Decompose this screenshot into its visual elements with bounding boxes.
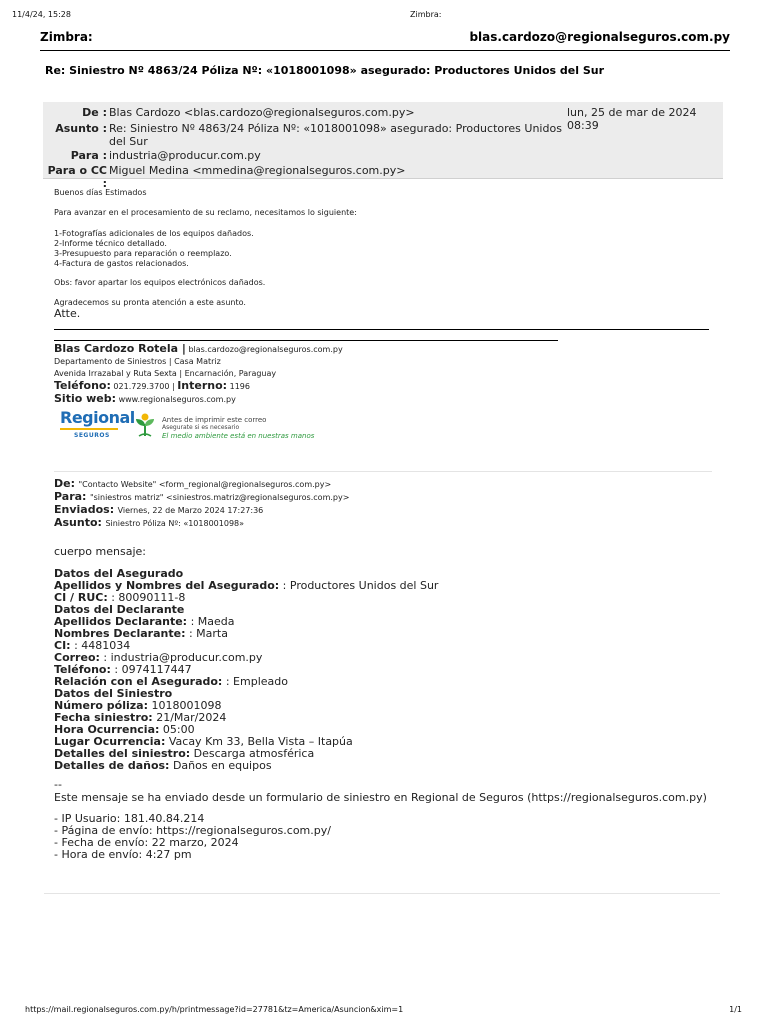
subject-label: Asunto : bbox=[55, 122, 107, 135]
print-datetime: 11/4/24, 15:28 bbox=[12, 10, 71, 19]
f5-label: CI: bbox=[54, 639, 71, 652]
f1-value: : Productores Unidos del Sur bbox=[282, 579, 439, 592]
intro-text: Para avanzar en el procesamiento de su reclamo, necesitamos lo siguiente: bbox=[54, 208, 357, 217]
f4-value: : Marta bbox=[188, 627, 228, 640]
f10-label: Fecha siniestro: bbox=[54, 711, 153, 724]
fw-subject-value: Siniestro Póliza Nº: «1018001098» bbox=[105, 519, 245, 528]
print-url: https://mail.regionalseguros.com.py/h/printmessage?id=27781&tz=America/Asuncion&xim=1 bbox=[25, 1005, 404, 1014]
f8-label: Relación con el Asegurado: bbox=[54, 675, 223, 688]
f6-value[interactable]: : industria@producur.com.py bbox=[103, 651, 263, 664]
obs-text: Obs: favor apartar los equipos electrónicos dañados. bbox=[54, 278, 266, 287]
print-title: Zimbra: bbox=[410, 10, 442, 19]
fw-subject-label: Asunto: bbox=[54, 516, 102, 529]
fw-sent-label: Enviados: bbox=[54, 503, 115, 516]
atte-text: Atte. bbox=[54, 307, 81, 320]
sig-int-value: 1196 bbox=[229, 382, 250, 391]
f12-label: Lugar Ocurrencia: bbox=[54, 735, 166, 748]
sig-name: Blas Cardozo Rotela | bbox=[54, 342, 186, 355]
message-subject: Re: Siniestro Nº 4863/24 Póliza Nº: «1018001098» asegurado: Productores Unidos del Sur bbox=[45, 64, 605, 77]
fw-to-value[interactable]: "siniestros matriz" <siniestros.matriz@regionalseguros.com.py> bbox=[89, 493, 350, 502]
leaf-icon bbox=[134, 412, 156, 438]
section-declarante: Datos del Declarante bbox=[54, 603, 185, 616]
request-item-2: 2-Informe técnico detallado. bbox=[54, 239, 167, 248]
sig-web-value[interactable]: www.regionalseguros.com.py bbox=[118, 395, 236, 404]
f3-label: Apellidos Declarante: bbox=[54, 615, 188, 628]
f2-value: : 80090111-8 bbox=[111, 591, 186, 604]
zimbra-label: Zimbra: bbox=[40, 30, 93, 44]
message-date: lun, 25 de mar de 2024 08:39 bbox=[567, 106, 697, 132]
f7-value: : 0974117447 bbox=[114, 663, 192, 676]
f7-label: Teléfono: bbox=[54, 663, 111, 676]
sig-address: Avenida Irrazabal y Ruta Sexta | Encarnación, Paraguay bbox=[54, 369, 277, 378]
f12-value: Vacay Km 33, Bella Vista – Itapúa bbox=[168, 735, 353, 748]
f3-value: : Maeda bbox=[190, 615, 235, 628]
f1-label: Apellidos y Nombres del Asegurado: bbox=[54, 579, 280, 592]
regional-logo bbox=[60, 408, 135, 439]
brand-name: Regional bbox=[60, 408, 135, 427]
banner-line-3: El medio ambiente está en nuestras manos bbox=[162, 432, 315, 440]
sent-note: Este mensaje se ha enviado desde un formulario de siniestro en Regional de Seguros (https://regionalseguros.com.py) bbox=[54, 791, 707, 804]
to-value[interactable]: industria@producur.com.py bbox=[109, 149, 261, 162]
sig-web-label: Sitio web: bbox=[54, 392, 117, 405]
f6-label: Correo: bbox=[54, 651, 100, 664]
form-meta bbox=[54, 813, 331, 861]
request-item-1: 1-Fotografías adicionales de los equipos dañados. bbox=[54, 229, 254, 238]
f4-label: Nombres Declarante: bbox=[54, 627, 186, 640]
request-item-4: 4-Factura de gastos relacionados. bbox=[54, 259, 189, 268]
f11-value: 05:00 bbox=[162, 723, 195, 736]
meta-page: - Página de envío: https://regionalseguros.com.py/ bbox=[54, 824, 331, 837]
form-cuerpo: cuerpo mensaje: bbox=[54, 545, 146, 558]
account-email: blas.cardozo@regionalseguros.com.py bbox=[469, 30, 730, 44]
fw-sent-value: Viernes, 22 de Marzo 2024 17:27:36 bbox=[117, 506, 264, 515]
f9-value: 1018001098 bbox=[151, 699, 222, 712]
sig-dept: Departamento de Siniestros | Casa Matriz bbox=[54, 357, 221, 366]
section-asegurado: Datos del Asegurado bbox=[54, 567, 184, 580]
f10-value: 21/Mar/2024 bbox=[156, 711, 227, 724]
meta-date: - Fecha de envío: 22 marzo, 2024 bbox=[54, 836, 239, 849]
signature-divider-short bbox=[54, 340, 558, 341]
f8-value: : Empleado bbox=[225, 675, 288, 688]
fw-from-label: De: bbox=[54, 477, 75, 490]
meta-ip: - IP Usuario: 181.40.84.214 bbox=[54, 812, 205, 825]
signature-divider-long bbox=[54, 329, 709, 330]
subject-value: Re: Siniestro Nº 4863/24 Póliza Nº: «1018001098» asegurado: Productores Unidos del Sur bbox=[109, 122, 562, 148]
forwarded-header bbox=[54, 478, 349, 530]
f5-value: : 4481034 bbox=[74, 639, 131, 652]
fw-from-value[interactable]: "Contacto Website" <form_regional@regionalseguros.com.py> bbox=[78, 480, 332, 489]
greeting: Buenos días Estimados bbox=[54, 188, 147, 197]
sig-int-label: Interno: bbox=[177, 379, 228, 392]
forward-separator bbox=[54, 471, 712, 472]
sig-tel-value: 021.729.3700 | bbox=[113, 382, 175, 391]
meta-time: - Hora de envío: 4:27 pm bbox=[54, 848, 192, 861]
message-header bbox=[43, 102, 723, 190]
f14-value: Daños en equipos bbox=[172, 759, 272, 772]
form-fields bbox=[54, 568, 438, 772]
sig-tel-label: Teléfono: bbox=[54, 379, 111, 392]
banner-line-1: Antes de imprimir este correo bbox=[162, 416, 267, 424]
from-label: De : bbox=[82, 106, 107, 119]
signature bbox=[54, 343, 343, 406]
cc-value[interactable]: Miguel Medina <mmedina@regionalseguros.com.py> bbox=[109, 164, 406, 177]
thanks-text: Agradecemos su pronta atención a este asunto. bbox=[54, 298, 246, 307]
request-item-3: 3-Presupuesto para reparación o reemplazo. bbox=[54, 249, 232, 258]
f11-label: Hora Ocurrencia: bbox=[54, 723, 160, 736]
to-label: Para : bbox=[70, 149, 107, 162]
f2-label: CI / RUC: bbox=[54, 591, 108, 604]
from-value[interactable]: Blas Cardozo <blas.cardozo@regionalseguros.com.py> bbox=[109, 106, 415, 119]
zimbra-bar bbox=[40, 26, 730, 51]
f13-label: Detalles del siniestro: bbox=[54, 747, 191, 760]
f13-value: Descarga atmosférica bbox=[193, 747, 315, 760]
page-number: 1/1 bbox=[729, 1005, 742, 1014]
brand-sub: SEGUROS bbox=[74, 432, 110, 439]
f14-label: Detalles de daños: bbox=[54, 759, 170, 772]
bottom-separator bbox=[44, 893, 720, 894]
banner-line-2: Asegurate si es necesario bbox=[162, 424, 240, 431]
brand-underline bbox=[60, 428, 118, 430]
fw-to-label: Para: bbox=[54, 490, 87, 503]
banner-text bbox=[162, 416, 314, 440]
cc-label: Para o CC : bbox=[47, 164, 107, 190]
signature-dashes: -- bbox=[54, 778, 62, 791]
sig-email[interactable]: blas.cardozo@regionalseguros.com.py bbox=[188, 345, 343, 354]
f9-label: Número póliza: bbox=[54, 699, 148, 712]
section-siniestro: Datos del Siniestro bbox=[54, 687, 173, 700]
